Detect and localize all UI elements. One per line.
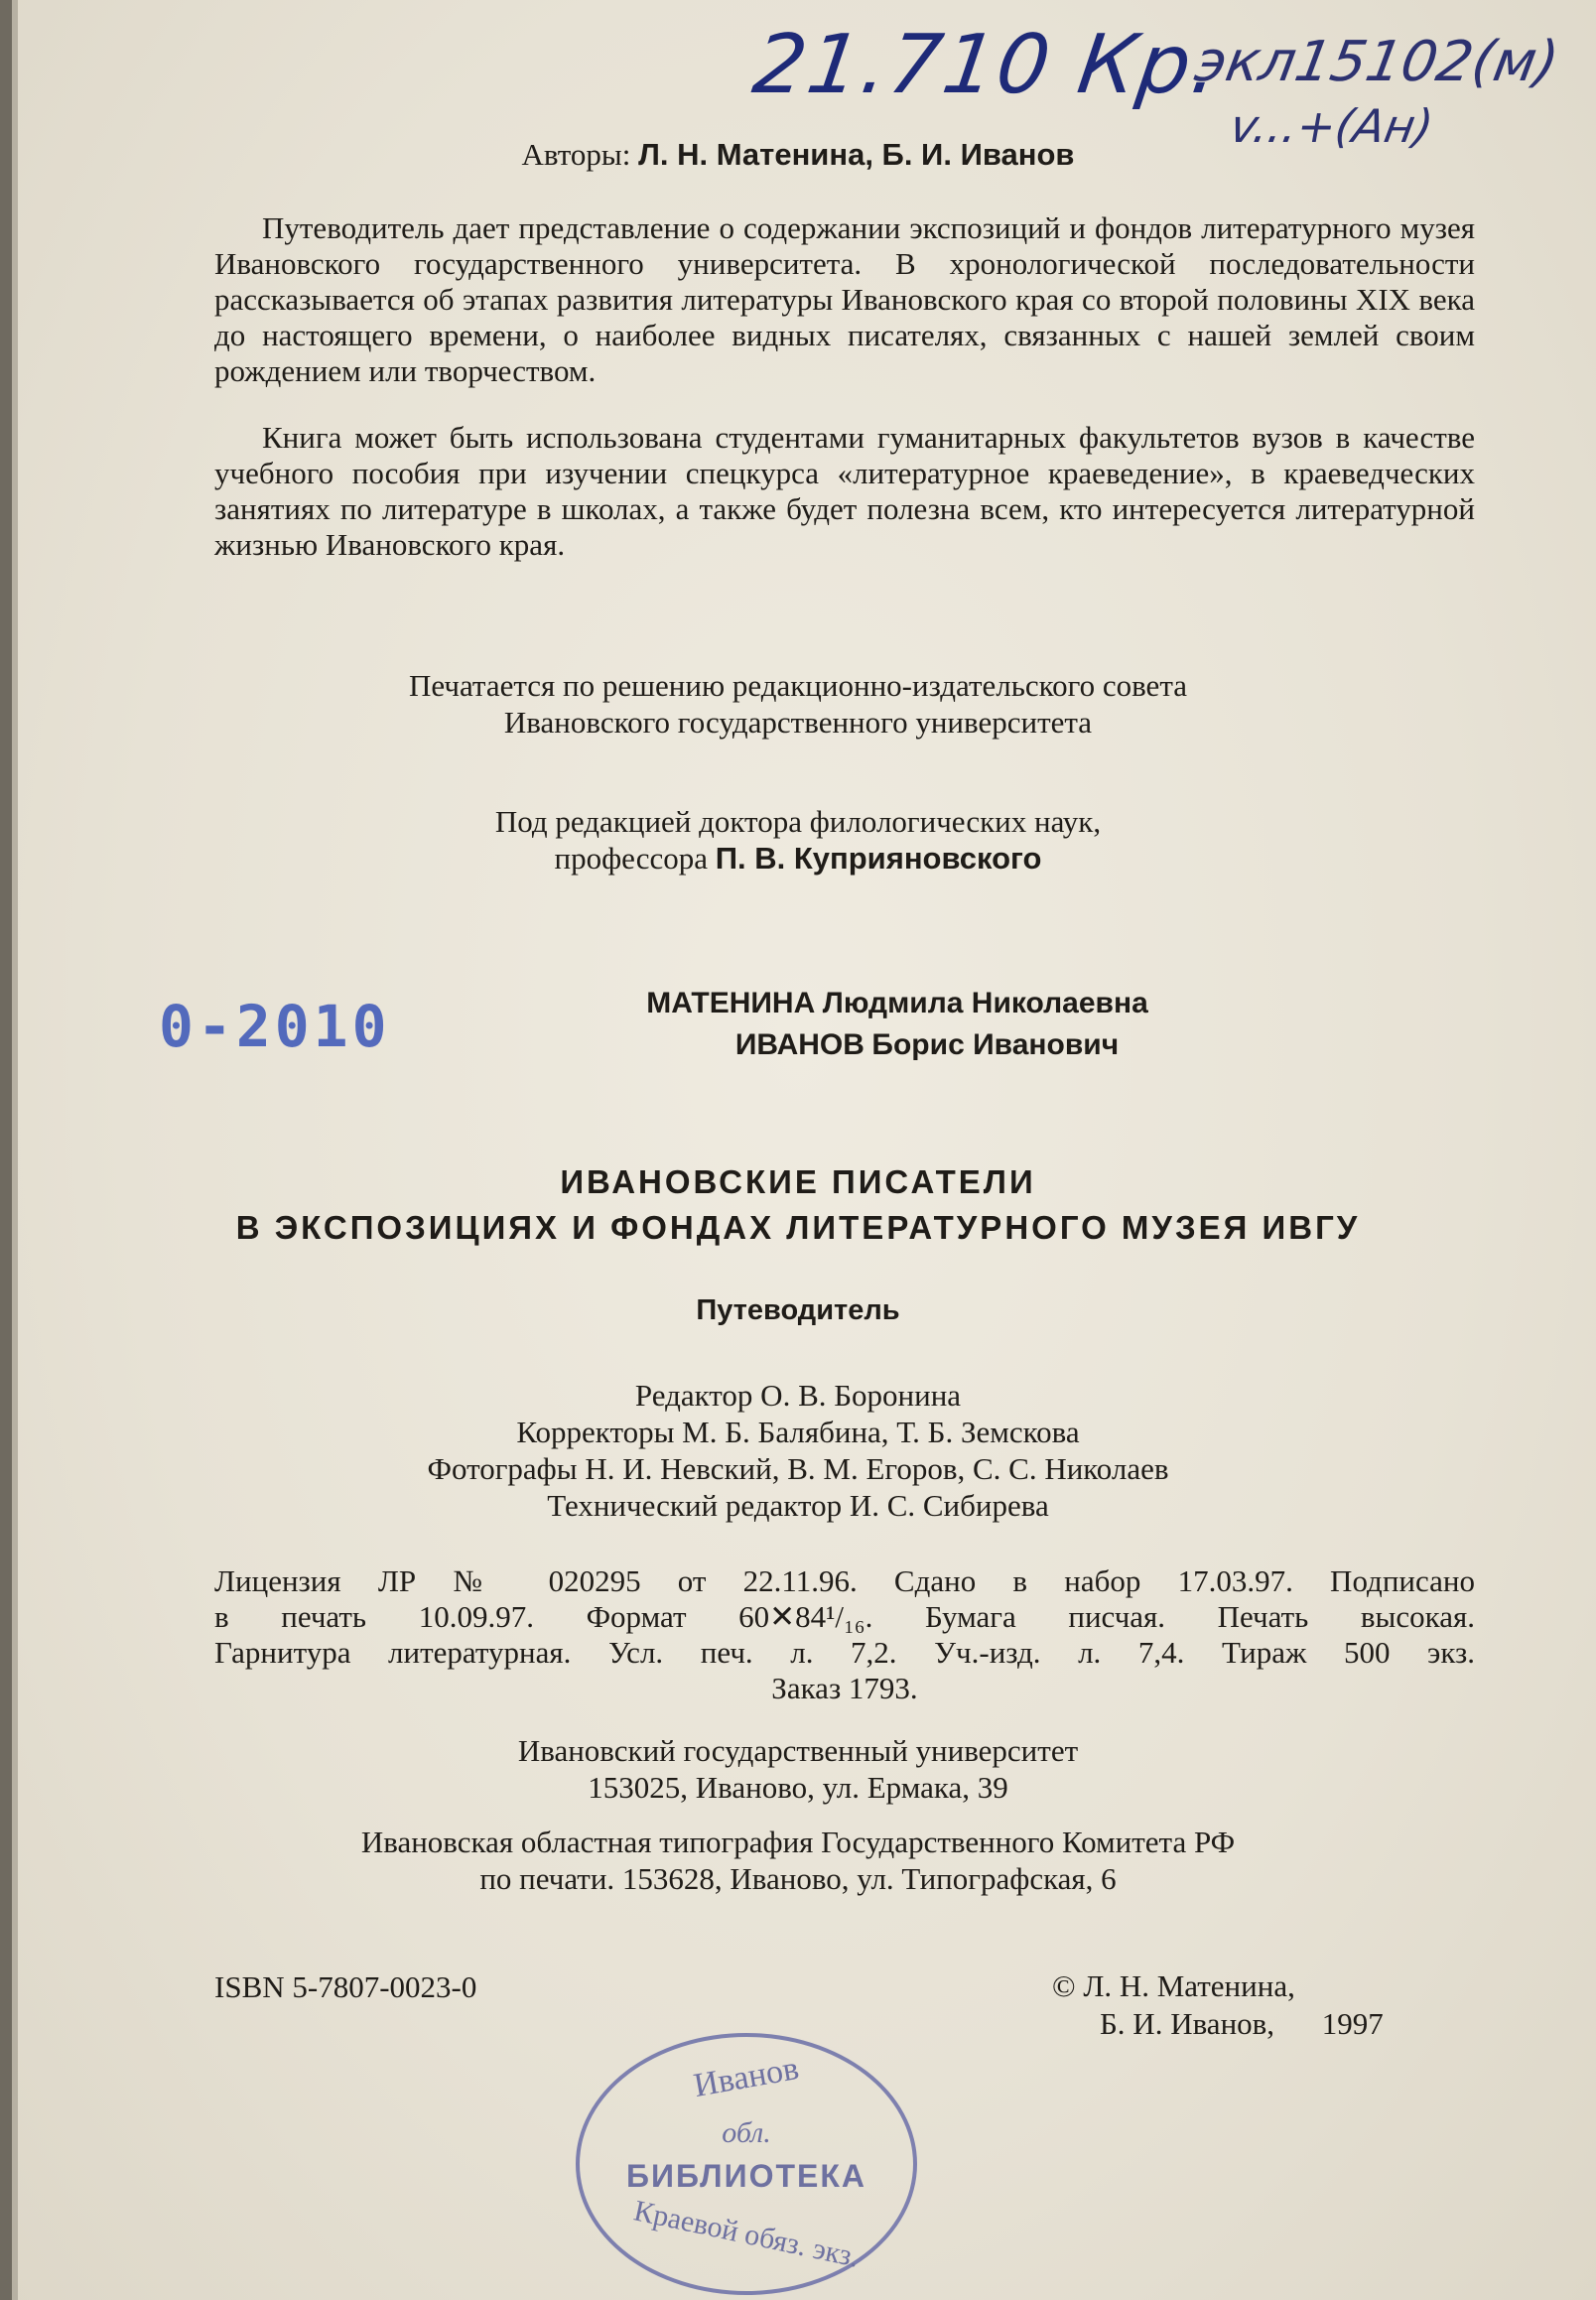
copyright-author2: Б. И. Иванов, — [1100, 2006, 1275, 2041]
library-stamp-line2: обл. — [722, 2116, 771, 2149]
copyright-block — [1052, 1967, 1384, 2043]
handwritten-catalog-number: 21.710 Кр. — [747, 18, 1228, 112]
credit-photographers: Фотографы Н. И. Невский, В. М. Егоров, С. С. Николаев — [427, 1451, 1169, 1486]
handwritten-note-line2: v...+(Ан) — [1226, 99, 1438, 153]
annotation-paragraph-1: Путеводитель дает представление о содержании экспозиций и фондов литературного музея Ивановского государственного университета. В хронологической последовательности рассказывается об этапах развития литературы Ивановского края со второй половины XIX века до настоящего времени, о наиболее видных писателях, связанных с нашей землей своим рождением или творчеством. — [214, 210, 1475, 388]
page-edge-shadow — [12, 0, 18, 2300]
license-line3: Гарнитура литературная. Усл. печ. л. 7,2. Уч.-изд. л. 7,4. Тираж 500 экз. — [214, 1635, 1475, 1670]
authors-line — [0, 137, 1596, 173]
license-line2: в печать 10.09.97. Формат 60✕84¹/₁₆. Бумага писчая. Печать высокая. — [214, 1599, 1475, 1634]
editorship-line2 — [0, 840, 1596, 877]
book-subtitle: Путеводитель — [696, 1294, 900, 1326]
authors-names: Л. Н. Матенина, Б. И. Иванов — [638, 137, 1075, 172]
page-binding-edge — [0, 0, 12, 2300]
printer-line2: по печати. 153628, Иваново, ул. Типографская, 6 — [479, 1861, 1117, 1896]
credit-proofreaders: Корректоры М. Б. Балябина, Т. Б. Земскова — [516, 1415, 1080, 1449]
book-title-line1: ИВАНОВСКИЕ ПИСАТЕЛИ — [560, 1163, 1036, 1200]
annotation-paragraph-2: Книга может быть использована студентами гуманитарных факультетов вузов в качестве учебного пособия при изучении спецкурса «литературное краеведение», в краеведческих занятиях по литературе в школах, а также будет полезна всем, кто интересуется литературной жизнью Ивановского края. — [214, 420, 1475, 562]
credit-editor: Редактор О. В. Боронина — [634, 1378, 962, 1413]
credits — [0, 1377, 1596, 1524]
editorship-name: П. В. Куприяновского — [715, 841, 1042, 876]
printer-address — [0, 1824, 1596, 1897]
author2-full-name — [0, 1024, 1596, 1066]
copyright-year: 1997 — [1321, 2006, 1384, 2041]
author2-surname: ИВАНОВ — [734, 1028, 864, 1061]
publication-decision-line2: Ивановского государственного университета — [503, 705, 1093, 740]
library-stamp-line3: БИБЛИОТЕКА — [625, 2158, 867, 2194]
publisher-address — [0, 1732, 1596, 1806]
authors-label: Авторы: — [521, 137, 631, 172]
library-stamp-top: Иванов — [691, 2050, 802, 2104]
publication-decision — [0, 667, 1596, 741]
editorship-prefix: профессора — [554, 841, 708, 876]
printer-line1: Ивановская областная типография Государственного Комитета РФ — [360, 1825, 1236, 1859]
copyright-line2 — [1052, 2005, 1384, 2043]
copyright-symbol-icon: © — [1052, 1968, 1076, 2003]
author2-given: Борис Иванович — [871, 1028, 1120, 1061]
editorship-line1: Под редакцией доктора филологических наук, — [494, 804, 1102, 839]
author-full-names — [0, 983, 1596, 1066]
license-line4: Заказ 1793. — [771, 1671, 918, 1705]
publisher-line2: 153025, Иваново, ул. Ермака, 39 — [588, 1770, 1008, 1805]
editorship — [0, 803, 1596, 877]
copyright-author1: Л. Н. Матенина, — [1083, 1968, 1295, 2003]
isbn: ISBN 5-7807-0023-0 — [214, 1969, 477, 2004]
license-block — [214, 1563, 1475, 1706]
license-line1: Лицензия ЛР № 020295 от 22.11.96. Сдано в набор 17.03.97. Подписано — [214, 1563, 1475, 1598]
author1-surname: МАТЕНИНА — [646, 987, 816, 1019]
author1-given: Людмила Николаевна — [822, 987, 1148, 1019]
book-title-line2: В ЭКСПОЗИЦИЯХ И ФОНДАХ ЛИТЕРАТУРНОГО МУЗЕЯ ИВГУ — [235, 1209, 1361, 1246]
book-title — [0, 1159, 1596, 1251]
ink-stamp-number: 0-2010 — [159, 993, 391, 1060]
library-stamp — [576, 2033, 917, 2295]
handwritten-note-line1: экл15102(м) — [1190, 30, 1564, 94]
publisher-line1: Ивановский государственный университет — [517, 1733, 1079, 1768]
publication-decision-line1: Печатается по решению редакционно-издательского совета — [408, 668, 1188, 703]
library-stamp-bottom: Краевой обяз. экз. — [630, 2194, 863, 2274]
copyright-line1 — [1052, 1967, 1384, 2005]
credit-tech-editor: Технический редактор И. С. Сибирева — [547, 1488, 1049, 1523]
author1-full-name — [0, 983, 1596, 1024]
